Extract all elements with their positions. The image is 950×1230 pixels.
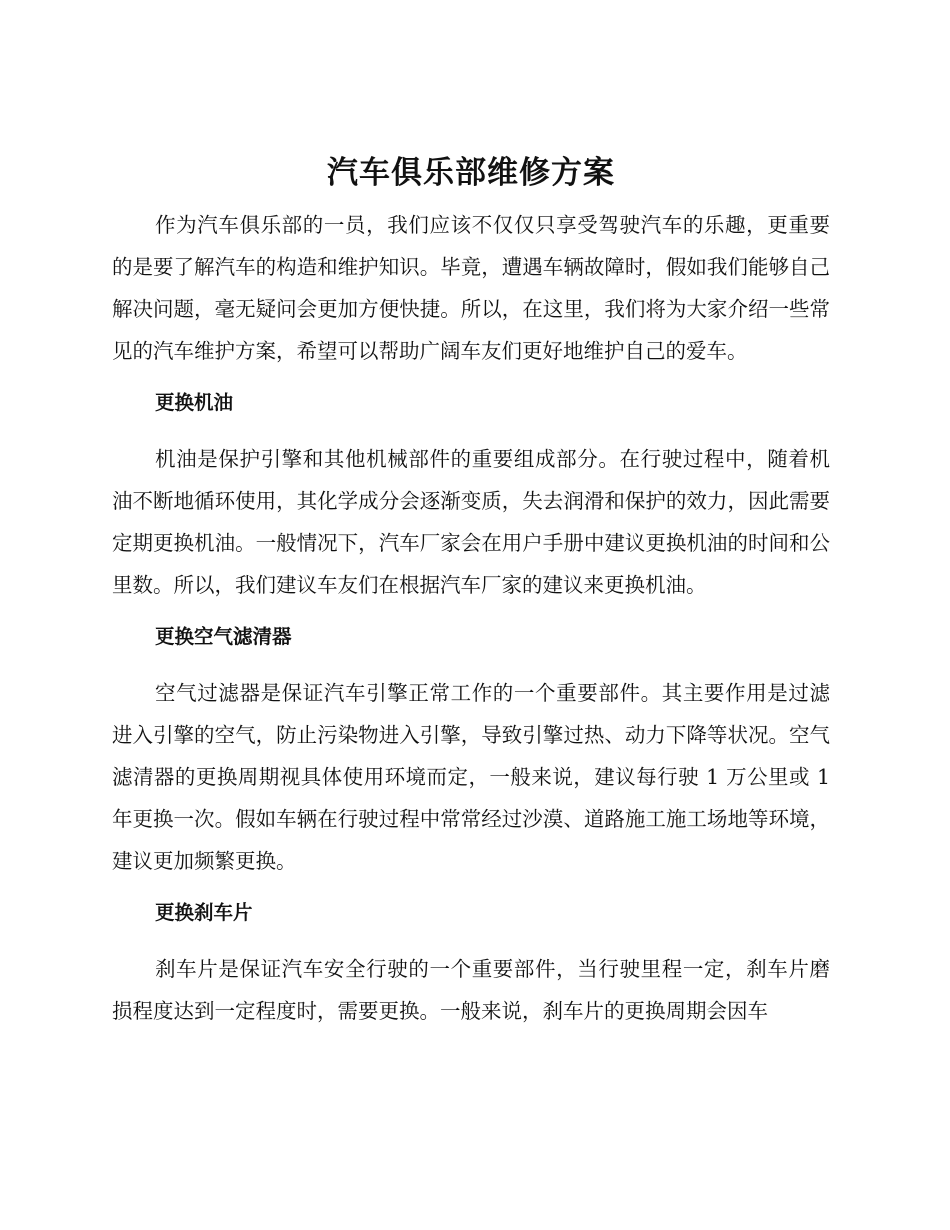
section-heading-brake-pads: 更换刹车片 <box>155 901 253 924</box>
section-body-oil: 机油是保护引擎和其他机械部件的重要组成部分。在行驶过程中，随着机油不断地循环使用，其化学成分会逐渐变质，失去润滑和保护的效力，因此需要定期更换机油。一般情况下，汽车厂家会在用户手册中建议更换机油的时间和公里数。所以，我们建议车友们在根据汽车厂家的建议来更换机油。 <box>112 447 830 597</box>
section-heading-air-filter: 更换空气滤清器 <box>155 625 292 648</box>
intro-paragraph: 作为汽车俱乐部的一员，我们应该不仅仅只享受驾驶汽车的乐趣，更重要的是要了解汽车的构造和维护知识。毕竟，遭遇车辆故障时，假如我们能够自己解决问题，毫无疑问会更加方便快捷。所以，在这里，我们将为大家介绍一些常见的汽车维护方案，希望可以帮助广阔车友们更好地维护自己的爱车。 <box>112 213 830 363</box>
document-title: 汽车俱乐部维修方案 <box>327 155 615 191</box>
section-heading-oil: 更换机油 <box>155 391 234 414</box>
section-body-brake-pads: 刹车片是保证汽车安全行驶的一个重要部件，当行驶里程一定，刹车片磨损程度达到一定程度时，需要更换。一般来说，刹车片的更换周期会因车 <box>112 957 830 1023</box>
document-content <box>112 150 830 1032</box>
section-body-air-filter: 空气过滤器是保证汽车引擎正常工作的一个重要部件。其主要作用是过滤进入引擎的空气，防止污染物进入引擎，导致引擎过热、动力下降等状况。空气滤清器的更换周期视具体使用环境而定，一般来说，建议每行驶 1 万公里或 1 年更换一次。假如车辆在行驶过程中常常经过沙漠、道路施工施工场地等环境，建议更加频繁更换。 <box>112 681 830 873</box>
